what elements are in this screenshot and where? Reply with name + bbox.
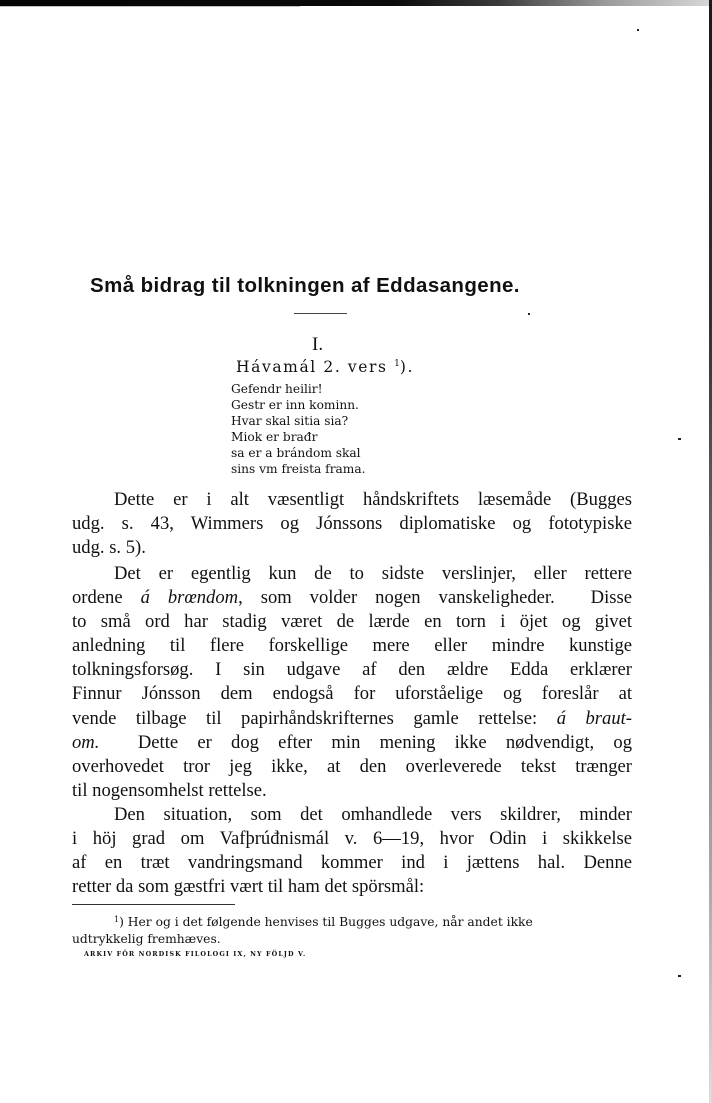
italic-term: á braut- xyxy=(556,707,632,729)
article-title: Små bidrag til tolkningen af Eddasangene. xyxy=(90,274,520,297)
verse-quotation xyxy=(231,381,366,478)
text-line: tolkningsforsøg. I sin udgave af den ældre Edda erklærer xyxy=(72,659,632,681)
verse-line: Hvar skal sitia sia? xyxy=(231,414,349,429)
text-line xyxy=(72,707,632,731)
scan-speck xyxy=(528,313,530,315)
footnote-separator xyxy=(72,904,235,905)
text-line: til nogensomhelst rettelse. xyxy=(72,779,267,801)
text-line: Dette er i alt væsentligt håndskriftets læsemåde (Bugges xyxy=(114,489,632,510)
paragraph-1 xyxy=(72,488,632,560)
title-separator xyxy=(294,313,347,314)
text-line: Den situation, som det omhandlede vers skildrer, minder xyxy=(114,804,632,825)
section-subtitle xyxy=(236,358,414,376)
text-fragment: Dette er dog efter min mening ikke nødvendigt, og xyxy=(99,731,632,753)
text-line xyxy=(72,731,632,755)
text-line: to små ord har stadig været de lærde en torn i öjet og givet xyxy=(72,611,632,633)
italic-term: om. xyxy=(72,731,100,753)
text-line xyxy=(72,586,632,610)
footnote-line xyxy=(72,911,632,931)
verse-line: sa er a brándom skal xyxy=(231,446,361,461)
subtitle-text: Hávamál 2. vers xyxy=(236,358,388,376)
scan-top-edge-shadow xyxy=(0,6,300,7)
scan-speck xyxy=(678,975,681,977)
text-line: overhovedet tror jeg ikke, at den overleverede tekst trænger xyxy=(72,755,632,777)
paragraph-2 xyxy=(72,562,632,803)
section-number: I. xyxy=(312,334,324,355)
text-line: Finnur Jónsson dem endogså for uforståelige og foreslår at xyxy=(72,683,632,705)
text-line: anledning til flere forskellige mere eller mindre kunstige xyxy=(72,635,632,657)
text-fragment: , som volder nogen vanskeligheder. Disse xyxy=(238,587,632,609)
journal-signature: ARKIV FÖR NORDISK FILOLOGI IX, NY FÖLJD V. xyxy=(84,950,307,958)
verse-line: sins vm freista frama. xyxy=(231,462,366,477)
scan-speck xyxy=(637,29,639,31)
footnote-marker: 1 xyxy=(114,915,120,924)
verse-line: Gefendr heilir! xyxy=(231,382,323,396)
paragraph-3 xyxy=(72,803,632,899)
text-fragment: vende tilbage til papirhåndskrifternes gamle rettelse: xyxy=(72,707,557,729)
text-line: i höj grad om Vafþrúđnismál v. 6—19, hvor Odin i skikkelse xyxy=(72,828,632,850)
italic-term: á brœndom xyxy=(140,587,239,609)
text-line: Det er egentlig kun de to sidste verslinjer, eller rettere xyxy=(114,563,632,584)
text-line: retter da som gæstfri vært til ham det spörsmål: xyxy=(72,876,425,898)
verse-line: Gestr er inn kominn. xyxy=(231,398,359,413)
text-fragment: ordene xyxy=(72,587,141,609)
scan-speck xyxy=(678,438,681,440)
footnote xyxy=(72,911,632,948)
text-line: udg. s. 5). xyxy=(72,537,146,559)
verse-line: Miok er brađr xyxy=(231,430,318,445)
footnote-ref[interactable]: 1 xyxy=(394,359,400,369)
text-line: af en træt vandringsmand kommer ind i jættens hal. Denne xyxy=(72,852,632,874)
footnote-text: ) Her og i det følgende henvises til Bugges udgave, når andet ikke xyxy=(119,915,533,929)
text-line: udg. s. 43, Wimmers og Jónssons diplomatiske og fototypiske xyxy=(72,513,632,535)
subtitle-suffix: ). xyxy=(399,358,415,376)
footnote-line: udtrykkelig fremhæves. xyxy=(72,932,221,946)
